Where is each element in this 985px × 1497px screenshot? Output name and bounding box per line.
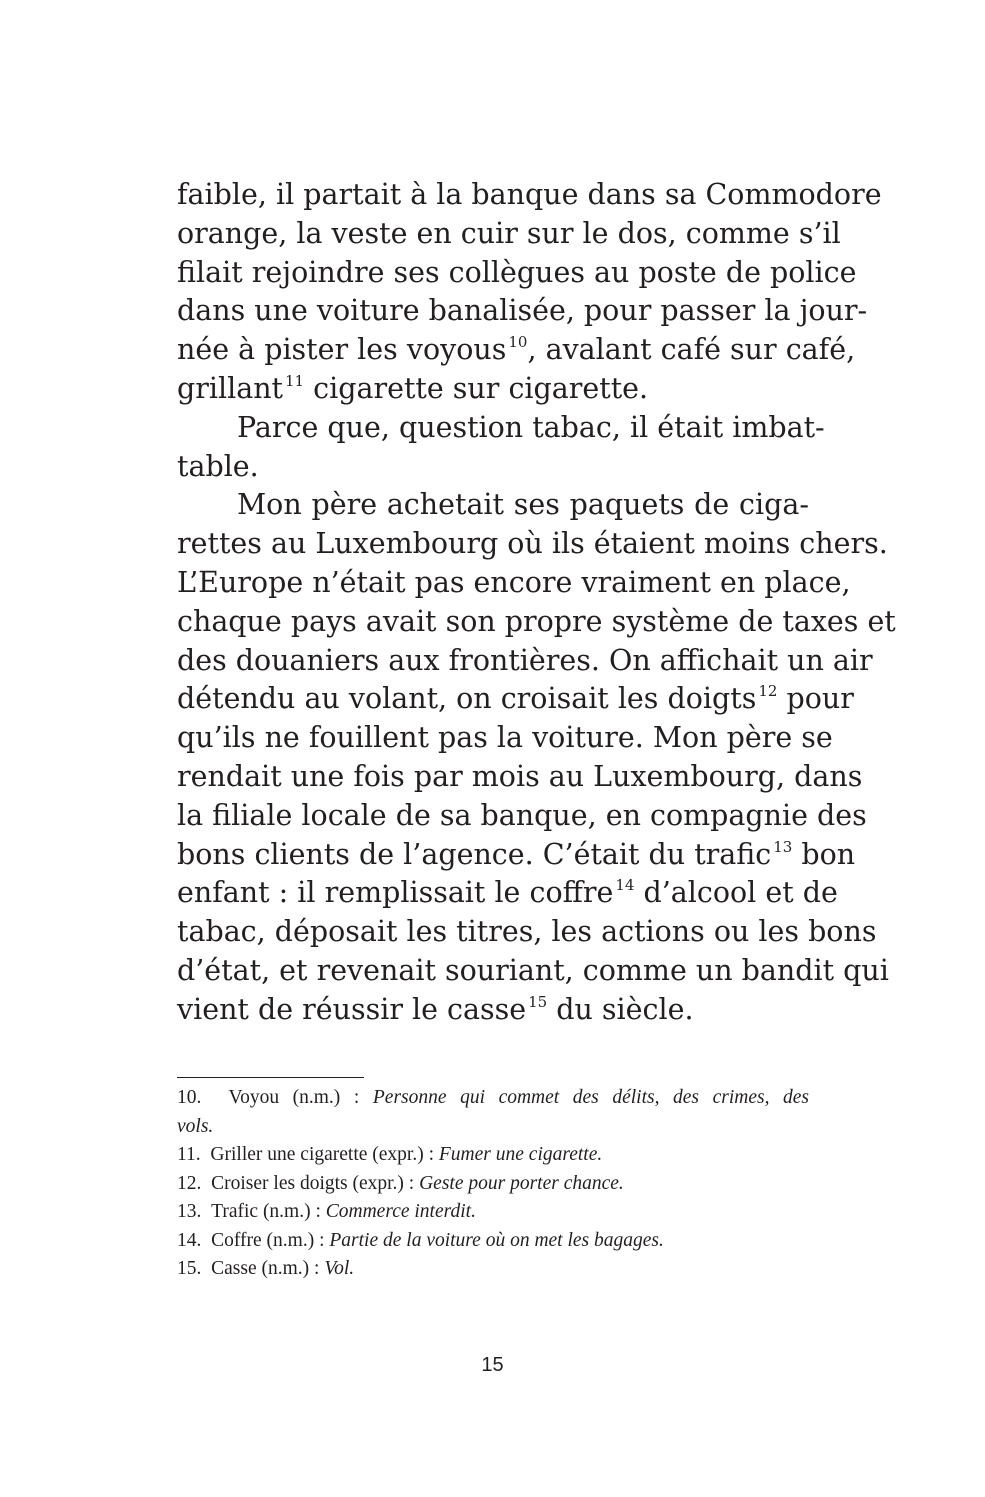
- text-segment: cigarette sur cigarette.: [304, 371, 649, 405]
- text-line: la filiale locale de sa banque, en compagnie des: [177, 798, 867, 832]
- footnote-ref: 14: [615, 876, 635, 895]
- footnote-item: [177, 1170, 809, 1199]
- footnote-definition: Fumer une cigarette.: [438, 1144, 603, 1165]
- paragraph: [177, 409, 825, 487]
- footnote-item: [177, 1255, 809, 1284]
- text-line: [177, 680, 854, 719]
- text-segment: bon: [792, 837, 856, 871]
- footnote-ref: 13: [773, 837, 793, 856]
- text-segment: vient de réussir le casse: [177, 992, 527, 1026]
- text-segment: née à pister les voyous: [177, 333, 507, 367]
- footnote-definition: Partie de la voiture où on met les bagages.: [329, 1229, 664, 1251]
- footnote-number: 14.: [177, 1229, 202, 1251]
- text-segment: du siècle.: [547, 992, 694, 1026]
- text-line: [177, 370, 809, 409]
- text-line: d’état, et revenait souriant, comme un bandit qui: [177, 953, 889, 987]
- text-segment: , avalant café sur café,: [527, 333, 856, 367]
- text-line: tabac, déposait les titres, les actions ou les bons: [177, 915, 877, 949]
- text-line: [177, 331, 856, 370]
- text-line: orange, la veste en cuir sur le dos, comme s’il: [177, 216, 841, 250]
- footnote-term: Croiser les doigts (expr.) :: [211, 1172, 415, 1194]
- text-segment: enfant : il remplissait le coffre: [177, 876, 614, 910]
- text-line: [177, 874, 838, 913]
- footnote-ref: 11: [285, 371, 305, 390]
- text-line: chaque pays avait son propre système de taxes et: [177, 604, 896, 638]
- footnote-definition: Geste pour porter chance.: [419, 1172, 624, 1194]
- text-line: L’Europe n’était pas encore vraiment en place,: [177, 565, 851, 599]
- text-line: rendait une fois par mois au Luxembourg, dans: [177, 759, 863, 793]
- footnote-term: Griller une cigarette (expr.) :: [210, 1144, 435, 1165]
- footnote-item: [177, 1141, 809, 1170]
- footnote-definition: Vol.: [324, 1258, 355, 1279]
- text-line: faible, il partait à la banque dans sa Commodore: [177, 178, 882, 211]
- text-line: qu’ils ne fouillent pas la voiture. Mon père se: [177, 721, 833, 755]
- text-line: dans une voiture banalisée, pour passer la jour-: [177, 294, 868, 328]
- text-segment: bons clients de l’agence. C’était du trafic: [177, 837, 772, 871]
- footnote-item: [177, 1198, 809, 1227]
- footnote-item: [177, 1227, 809, 1256]
- footnote-number: 13.: [177, 1201, 202, 1222]
- footnote-term: Casse (n.m.) :: [211, 1258, 320, 1279]
- text-segment: grillant: [177, 371, 284, 405]
- text-segment: pour: [777, 682, 854, 716]
- footnote-number: 12.: [177, 1172, 202, 1194]
- body-text: [177, 176, 896, 1030]
- text-line: Parce que, question tabac, il était imbat-: [237, 410, 825, 444]
- text-segment: détendu au volant, on croisait les doigts: [177, 682, 757, 716]
- text-line: table.: [177, 449, 259, 483]
- page-number: 15: [481, 1354, 504, 1376]
- footnote-number: 11.: [177, 1144, 201, 1165]
- paragraph: [177, 486, 896, 1029]
- text-line: Mon père achetait ses paquets de ciga-: [237, 488, 809, 522]
- text-line: [177, 836, 856, 875]
- footnote-ref: 10: [508, 333, 528, 352]
- text-line: filait rejoindre ses collègues au poste de police: [177, 255, 857, 289]
- footnotes: [177, 1084, 809, 1284]
- footnote-item: [177, 1084, 809, 1141]
- footnote-ref: 12: [758, 682, 778, 701]
- footnote-line: vols.: [177, 1115, 214, 1137]
- text-segment: d’alcool et de: [634, 876, 838, 910]
- footnote-number: 15.: [177, 1258, 202, 1279]
- footnote-line: [177, 1084, 809, 1113]
- footnote-ref: 15: [528, 992, 548, 1011]
- footnote-term: Trafic (n.m.) :: [211, 1201, 321, 1222]
- text-line: rettes au Luxembourg où ils étaient moins chers.: [177, 527, 888, 561]
- footnote-number: 10.: [177, 1087, 202, 1108]
- paragraph: [177, 176, 882, 409]
- footnote-divider: [177, 1077, 364, 1078]
- footnote-term: Voyou (n.m.) :: [228, 1087, 360, 1108]
- footnote-definition: Personne qui commet des délits, des crimes, des: [372, 1087, 810, 1108]
- footnote-definition: Commerce interdit.: [325, 1201, 476, 1222]
- text-line: des douaniers aux frontières. On affichait un air: [177, 643, 873, 677]
- text-line: [177, 991, 809, 1030]
- footnote-term: Coffre (n.m.) :: [211, 1229, 325, 1251]
